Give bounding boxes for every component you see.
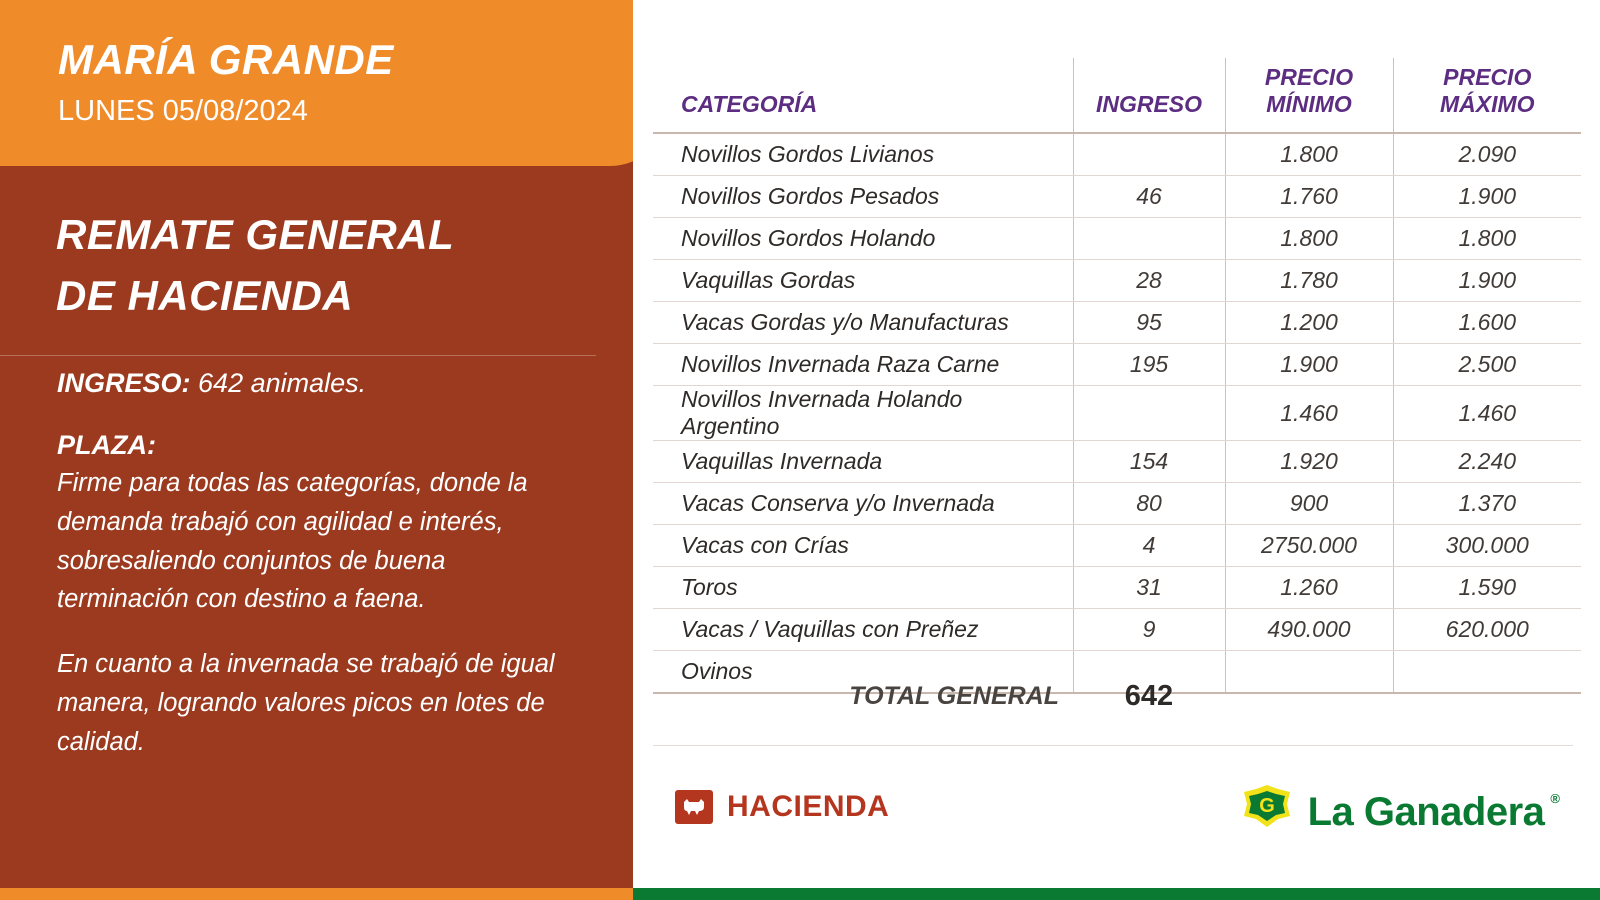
- cell-ingreso: 154: [1073, 441, 1225, 483]
- table-row: [653, 483, 1581, 525]
- cell-precio-maximo: 1.590: [1393, 567, 1581, 609]
- total-label: TOTAL GENERAL: [849, 682, 1059, 710]
- cell-precio-maximo: 2.240: [1393, 441, 1581, 483]
- cell-precio-minimo: 1.780: [1225, 260, 1393, 302]
- cell-ingreso: 46: [1073, 176, 1225, 218]
- table-row: [653, 344, 1581, 386]
- brand-logo: [1238, 783, 1560, 841]
- column-header-ingreso: INGRESO: [1073, 58, 1225, 133]
- footer-divider: [653, 745, 1573, 746]
- cell-precio-maximo: 2.500: [1393, 344, 1581, 386]
- price-table-wrapper: [653, 58, 1581, 694]
- column-header-precio-minimo-line1: PRECIO: [1264, 64, 1354, 90]
- cell-precio-maximo: 300.000: [1393, 525, 1581, 567]
- cell-precio-minimo: 1.800: [1225, 133, 1393, 176]
- cell-precio-minimo: 1.800: [1225, 218, 1393, 260]
- column-header-categoria: CATEGORÍA: [653, 58, 1073, 133]
- brand-trademark: ®: [1550, 791, 1560, 806]
- cell-ingreso: [1073, 218, 1225, 260]
- cell-precio-minimo: 1.260: [1225, 567, 1393, 609]
- cell-precio-maximo: 1.800: [1393, 218, 1581, 260]
- cell-precio-maximo: 1.370: [1393, 483, 1581, 525]
- cell-categoria: Novillos Invernada Raza Carne: [653, 344, 1073, 386]
- right-table-panel: [633, 0, 1600, 900]
- table-row: [653, 609, 1581, 651]
- total-value: 642: [1124, 680, 1174, 712]
- cell-precio-maximo: 1.900: [1393, 176, 1581, 218]
- column-header-precio-minimo-line2: MÍNIMO: [1266, 91, 1352, 117]
- cell-ingreso: 195: [1073, 344, 1225, 386]
- cell-precio-maximo: 1.600: [1393, 302, 1581, 344]
- svg-text:G: G: [1258, 795, 1275, 817]
- cell-precio-minimo: 1.460: [1225, 386, 1393, 441]
- cell-categoria: Vacas / Vaquillas con Preñez: [653, 609, 1073, 651]
- cattle-icon: [675, 790, 713, 824]
- cell-categoria: Vacas con Crías: [653, 525, 1073, 567]
- cell-ingreso: 28: [1073, 260, 1225, 302]
- page-title: [56, 205, 596, 327]
- cell-ingreso: 31: [1073, 567, 1225, 609]
- left-info-panel: [0, 0, 633, 900]
- plaza-label: PLAZA:: [57, 430, 156, 460]
- panel-divider: [0, 355, 596, 356]
- cell-precio-minimo: 2750.000: [1225, 525, 1393, 567]
- cell-categoria: Vaquillas Gordas: [653, 260, 1073, 302]
- cell-categoria: Toros: [653, 567, 1073, 609]
- cell-precio-minimo: 490.000: [1225, 609, 1393, 651]
- brand-name: La Ganadera: [1307, 789, 1545, 834]
- cell-ingreso: 9: [1073, 609, 1225, 651]
- table-row: [653, 133, 1581, 176]
- cell-ingreso: [1073, 386, 1225, 441]
- hacienda-label: HACIENDA: [727, 790, 890, 823]
- ingreso-value: 642 animales.: [198, 368, 367, 398]
- cell-precio-minimo: 900: [1225, 483, 1393, 525]
- hacienda-badge: [675, 790, 889, 824]
- cell-precio-minimo: 1.900: [1225, 344, 1393, 386]
- cell-precio-maximo: 2.090: [1393, 133, 1581, 176]
- cell-ingreso: [1073, 133, 1225, 176]
- page-title-line-1: REMATE GENERAL: [56, 211, 455, 258]
- page-title-line-2: DE HACIENDA: [56, 271, 354, 319]
- table-row: [653, 260, 1581, 302]
- cell-categoria: Novillos Invernada Holando Argentino: [653, 386, 1073, 441]
- cell-precio-maximo: 1.460: [1393, 386, 1581, 441]
- price-table-body: [653, 133, 1581, 693]
- cell-precio-maximo: 620.000: [1393, 609, 1581, 651]
- table-row: [653, 386, 1581, 441]
- table-row: [653, 441, 1581, 483]
- cell-categoria: Vacas Gordas y/o Manufacturas: [653, 302, 1073, 344]
- cell-ingreso: 80: [1073, 483, 1225, 525]
- ingreso-summary: [57, 368, 366, 399]
- cell-precio-minimo: 1.760: [1225, 176, 1393, 218]
- footer-bar-orange-segment: [0, 888, 633, 900]
- cell-categoria: Novillos Gordos Holando: [653, 218, 1073, 260]
- location-title: MARÍA GRANDE: [58, 36, 394, 83]
- cell-categoria: Novillos Gordos Livianos: [653, 133, 1073, 176]
- footer-bar: [0, 888, 1600, 900]
- column-header-precio-maximo-line1: PRECIO: [1443, 64, 1532, 90]
- la-ganadera-mark-icon: [1238, 783, 1296, 841]
- column-header-precio-maximo: [1393, 58, 1581, 133]
- cell-precio-maximo: 1.900: [1393, 260, 1581, 302]
- plaza-paragraph-2: En cuanto a la invernada se trabajó de igual manera, logrando valores picos en lotes de calidad.: [57, 650, 555, 756]
- price-table: [653, 58, 1581, 694]
- table-row: [653, 567, 1581, 609]
- cell-categoria: Vaquillas Invernada: [653, 441, 1073, 483]
- cell-ingreso: 4: [1073, 525, 1225, 567]
- table-header-row: [653, 58, 1581, 133]
- cell-categoria: Novillos Gordos Pesados: [653, 176, 1073, 218]
- table-row: [653, 525, 1581, 567]
- auction-date: LUNES 05/08/2024: [58, 95, 308, 127]
- column-header-precio-minimo: [1225, 58, 1393, 133]
- column-header-precio-maximo-line2: MÁXIMO: [1439, 91, 1535, 117]
- ingreso-label: INGRESO:: [57, 368, 191, 398]
- plaza-paragraph-1: Firme para todas las categorías, donde la demanda trabajó con agilidad e interés, sobresaliendo conjuntos de buena terminación con destino a faena.: [57, 469, 528, 614]
- table-row: [653, 176, 1581, 218]
- cell-ingreso: 95: [1073, 302, 1225, 344]
- table-row: [653, 218, 1581, 260]
- cell-precio-minimo: 1.920: [1225, 441, 1393, 483]
- cell-categoria: Vacas Conserva y/o Invernada: [653, 483, 1073, 525]
- location-header-band: [0, 0, 633, 166]
- total-row: [653, 680, 1581, 713]
- table-row: [653, 302, 1581, 344]
- cell-precio-minimo: 1.200: [1225, 302, 1393, 344]
- cell-categoria: Ovinos: [653, 651, 1073, 694]
